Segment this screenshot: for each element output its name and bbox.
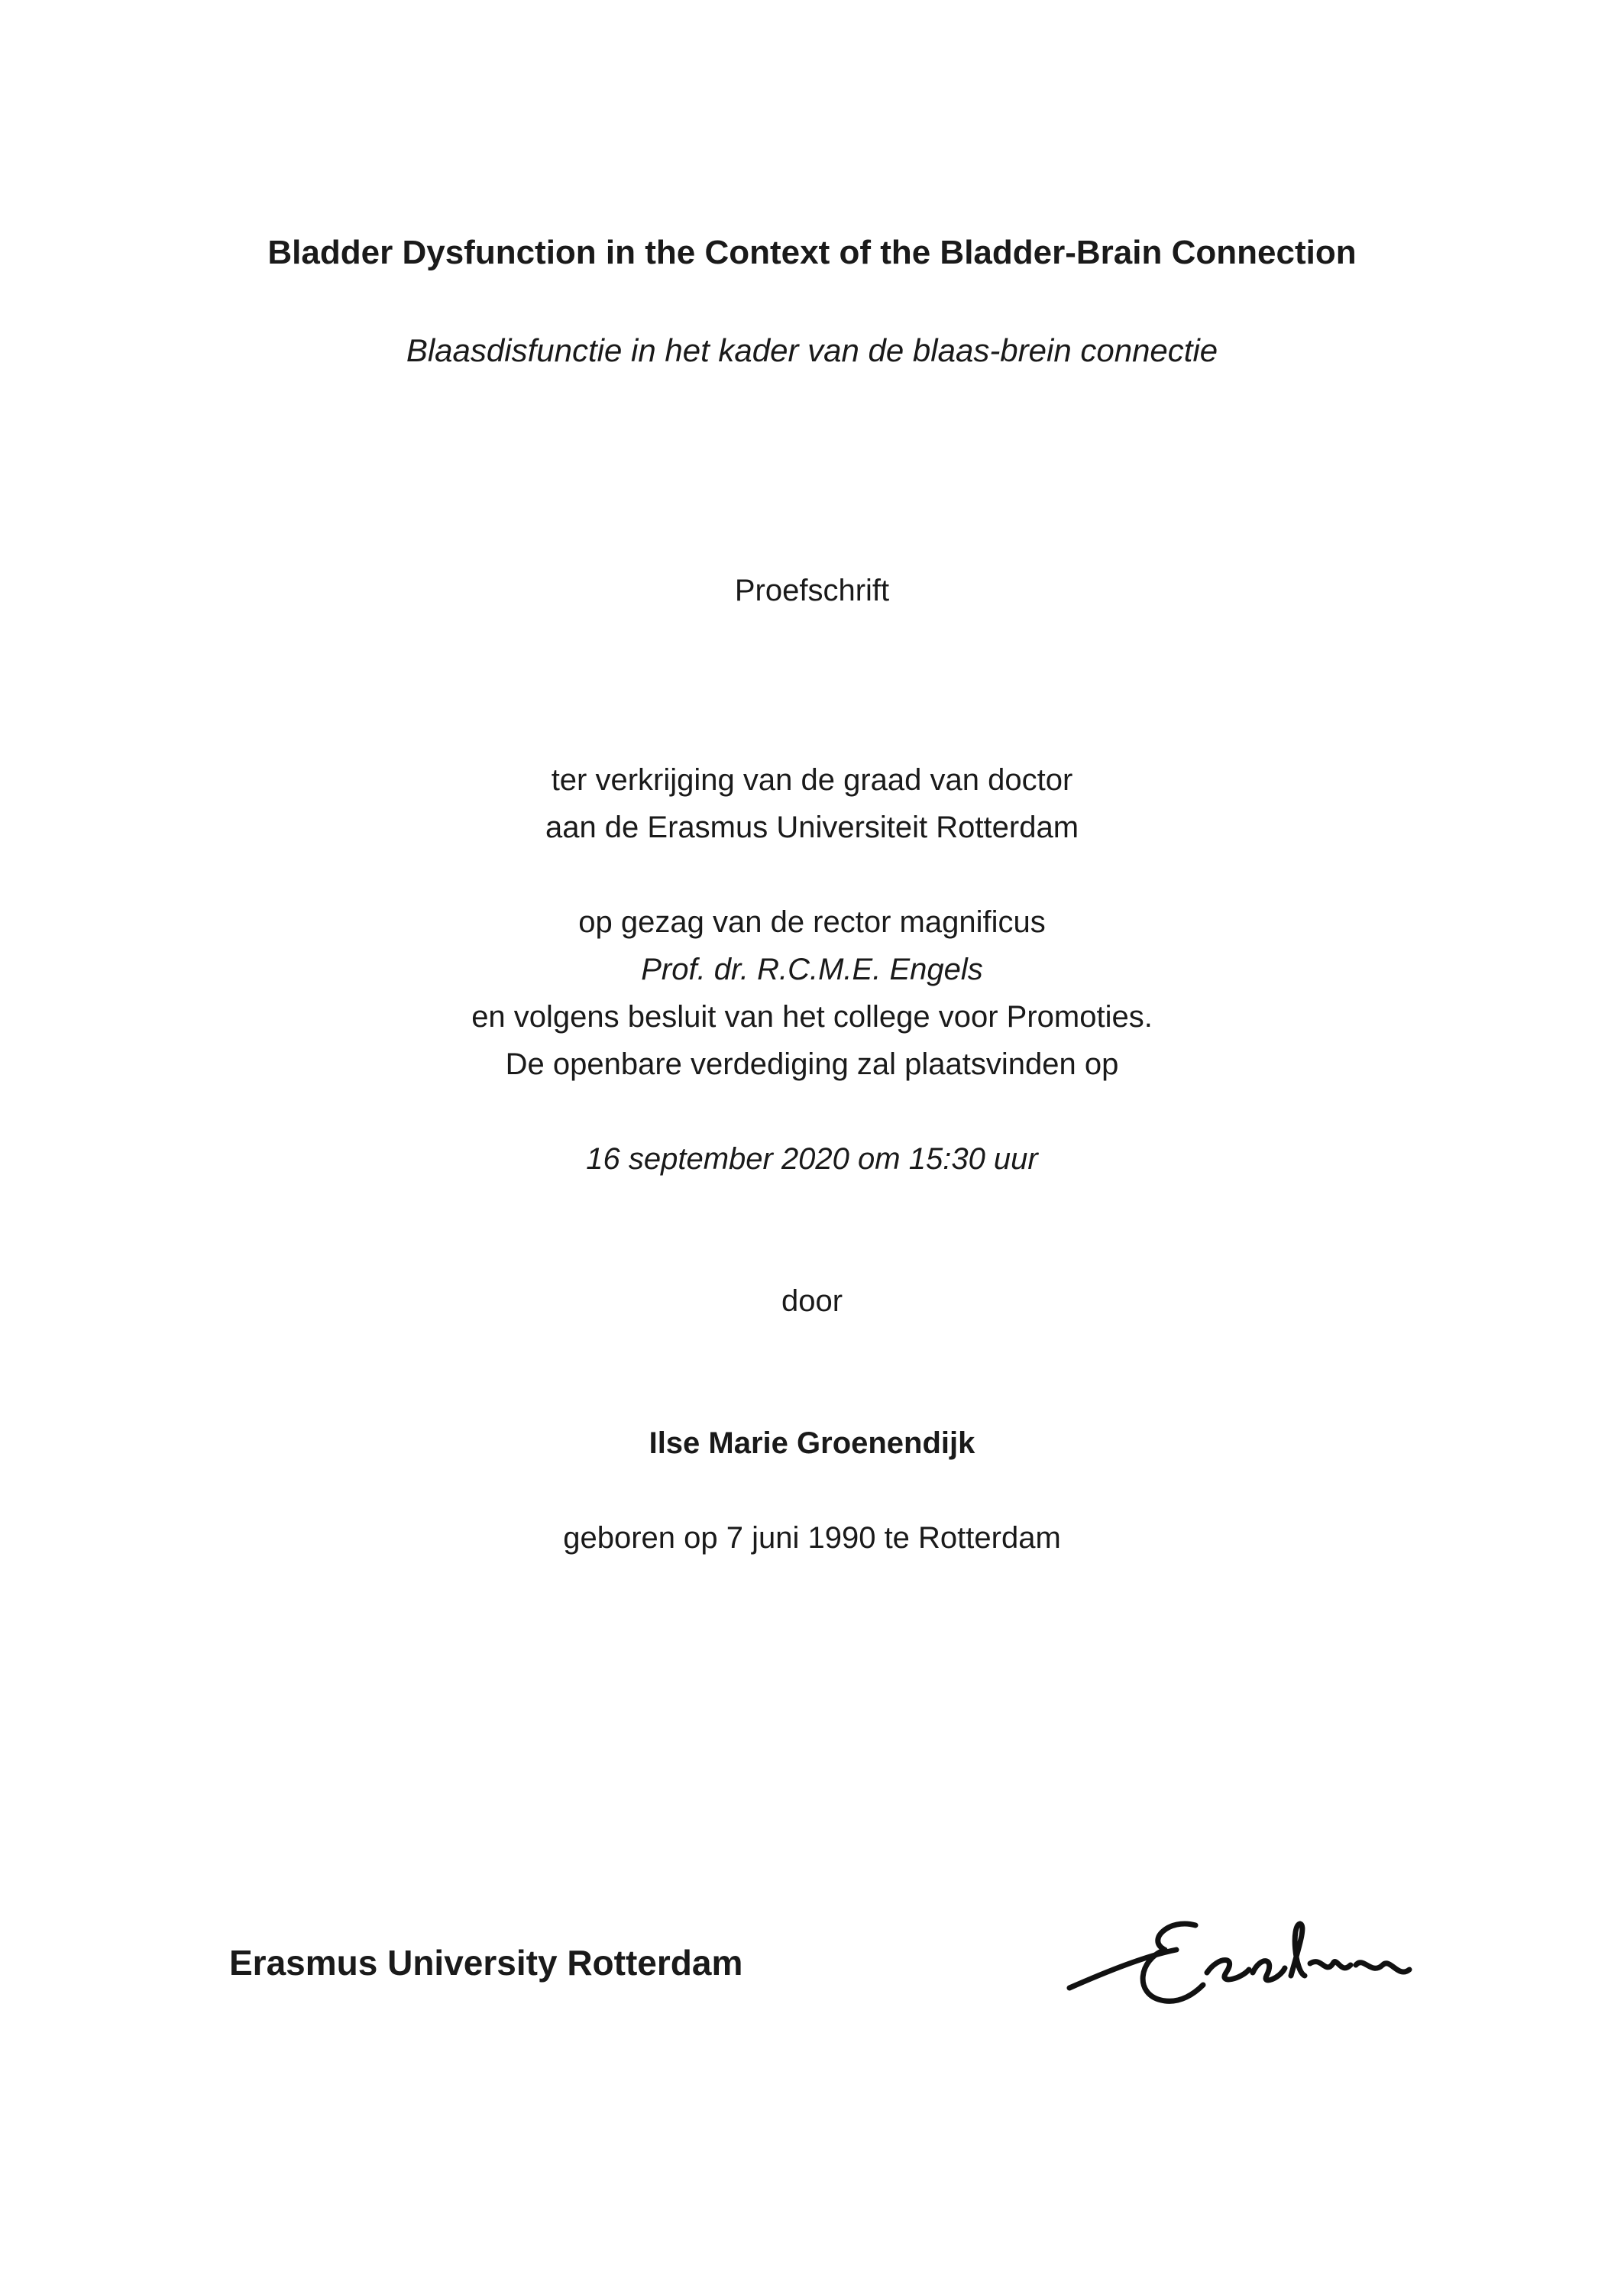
thesis-title: Bladder Dysfunction in the Context of the Bladder-Brain Connection [267, 234, 1357, 271]
by-label: door [781, 1284, 843, 1318]
author-name: Ilse Marie Groenendijk [649, 1426, 975, 1460]
rector-name: Prof. dr. R.C.M.E. Engels [641, 953, 983, 986]
birth-info: geboren op 7 juni 1990 te Rotterdam [563, 1521, 1061, 1555]
degree-line-1: ter verkrijging van de graad van doctor [551, 763, 1073, 797]
degree-line-2: aan de Erasmus Universiteit Rotterdam [545, 811, 1079, 844]
authority-line-2: en volgens besluit van het college voor Promoties. [471, 1000, 1153, 1034]
erasmus-signature-icon [1062, 1902, 1421, 2017]
university-name: Erasmus University Rotterdam [229, 1943, 743, 1983]
erasmus-signature-logo [1062, 1902, 1421, 2017]
defense-date: 16 september 2020 om 15:30 uur [586, 1142, 1038, 1176]
authority-line-1: op gezag van de rector magnificus [578, 905, 1046, 939]
authority-line-3: De openbare verdediging zal plaatsvinden op [505, 1047, 1119, 1081]
document-type: Proefschrift [734, 574, 890, 607]
thesis-subtitle: Blaasdisfunctie in het kader van de blaas-brein connectie [406, 332, 1218, 368]
